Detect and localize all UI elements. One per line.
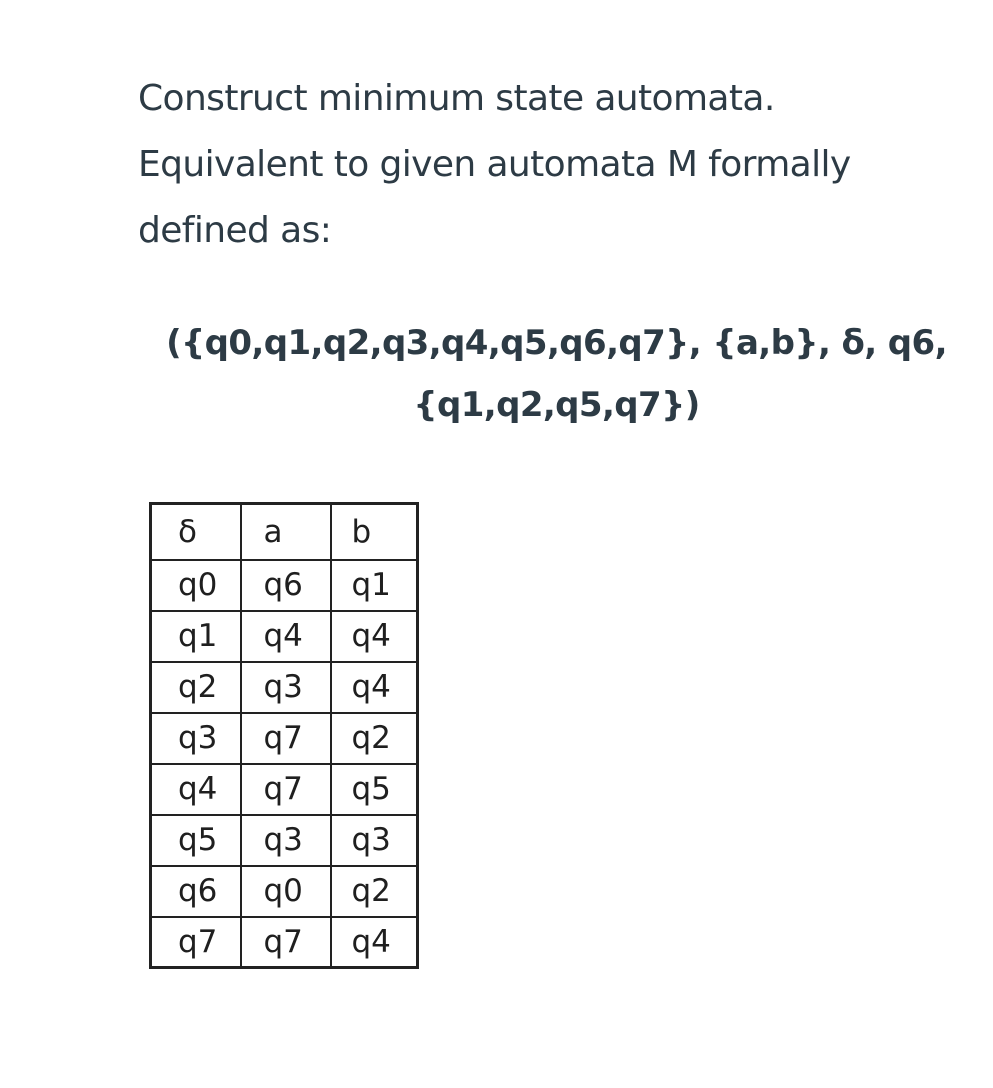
table-header-row [151, 504, 418, 560]
transition-table [149, 502, 419, 969]
state-cell: q5 [151, 815, 241, 866]
transition-b-cell: q1 [331, 560, 418, 611]
header-cell-a: a [241, 504, 331, 560]
header-cell-b: b [331, 504, 418, 560]
header-cell-delta: δ [151, 504, 241, 560]
state-cell: q4 [151, 764, 241, 815]
table-row [151, 917, 418, 968]
table-row [151, 560, 418, 611]
state-cell: q2 [151, 662, 241, 713]
question-line: Equivalent to given automata M formally [138, 144, 851, 185]
table-row [151, 866, 418, 917]
transition-b-cell: q5 [331, 764, 418, 815]
transition-a-cell: q0 [241, 866, 331, 917]
automaton-definition [150, 312, 963, 436]
transition-b-cell: q4 [331, 611, 418, 662]
transition-a-cell: q3 [241, 662, 331, 713]
table-row [151, 764, 418, 815]
transition-b-cell: q4 [331, 662, 418, 713]
table-row [151, 611, 418, 662]
transition-a-cell: q4 [241, 611, 331, 662]
question-line: defined as: [138, 210, 332, 251]
transition-a-cell: q7 [241, 917, 331, 968]
transition-a-cell: q7 [241, 764, 331, 815]
transition-a-cell: q3 [241, 815, 331, 866]
table-row [151, 713, 418, 764]
state-cell: q3 [151, 713, 241, 764]
question-line: Construct minimum state automata. [138, 78, 775, 119]
transition-b-cell: q2 [331, 866, 418, 917]
question-text [138, 66, 958, 264]
table-row [151, 815, 418, 866]
table-row [151, 662, 418, 713]
definition-line: ({q0,q1,q2,q3,q4,q5,q6,q7}, {a,b}, δ, q6, [166, 323, 947, 363]
definition-line: {q1,q2,q5,q7}) [413, 385, 700, 425]
transition-b-cell: q2 [331, 713, 418, 764]
state-cell: q0 [151, 560, 241, 611]
state-cell: q6 [151, 866, 241, 917]
transition-a-cell: q6 [241, 560, 331, 611]
transition-b-cell: q3 [331, 815, 418, 866]
state-cell: q7 [151, 917, 241, 968]
state-cell: q1 [151, 611, 241, 662]
transition-b-cell: q4 [331, 917, 418, 968]
transition-a-cell: q7 [241, 713, 331, 764]
